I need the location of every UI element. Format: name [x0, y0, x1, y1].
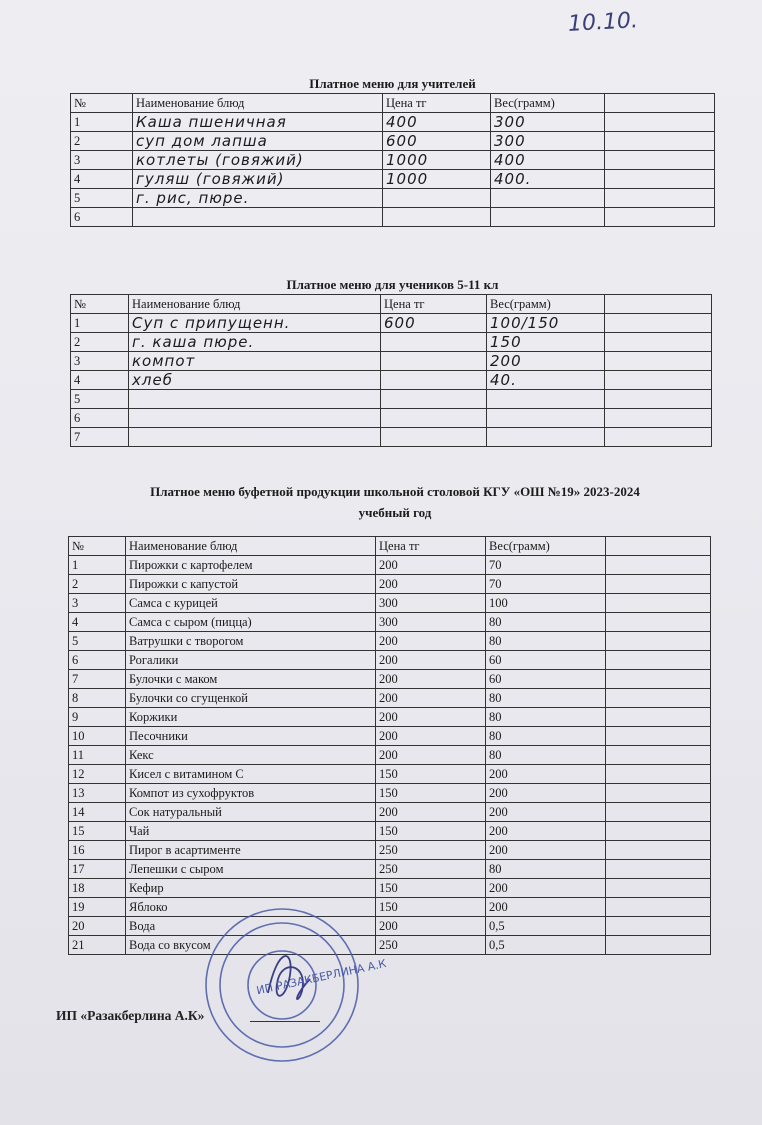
row-number-cell: 17	[69, 860, 126, 879]
row-number-cell: 1	[71, 113, 133, 132]
row-number-cell: 21	[69, 936, 126, 955]
col-weight: Вес(грамм)	[486, 537, 606, 556]
row-number-cell: 19	[69, 898, 126, 917]
table-header-row	[69, 537, 711, 556]
col-dish: Наименование блюд	[126, 537, 376, 556]
col-extra	[605, 295, 712, 314]
price-cell: 200	[376, 575, 486, 594]
dish-name-cell: Песочники	[126, 727, 376, 746]
weight-cell	[487, 428, 605, 447]
students-menu-table	[70, 294, 712, 447]
weight-cell: 40.	[487, 371, 605, 390]
extra-cell	[606, 594, 711, 613]
table-row	[71, 390, 712, 409]
table-row	[69, 613, 711, 632]
price-cell	[381, 352, 487, 371]
table-row	[71, 371, 712, 390]
weight-cell	[487, 409, 605, 428]
company-stamp	[198, 905, 388, 1070]
table-row	[69, 689, 711, 708]
price-cell: 150	[376, 898, 486, 917]
dish-name-cell: Пирожки с капустой	[126, 575, 376, 594]
dish-name-cell	[133, 208, 383, 227]
dish-name-cell: г. рис, пюре.	[133, 189, 383, 208]
price-cell: 600	[381, 314, 487, 333]
students-menu-title: Платное меню для учеников 5-11 кл	[286, 277, 499, 292]
row-number-cell: 20	[69, 917, 126, 936]
extra-cell	[606, 651, 711, 670]
weight-cell	[487, 390, 605, 409]
col-extra	[605, 94, 715, 113]
extra-cell	[605, 428, 712, 447]
dish-name-cell: Булочки со сгущенкой	[126, 689, 376, 708]
extra-cell	[606, 879, 711, 898]
weight-cell: 80	[486, 746, 606, 765]
col-number: №	[71, 295, 129, 314]
table-row	[69, 708, 711, 727]
price-cell: 1000	[383, 151, 491, 170]
dish-name-cell	[129, 409, 381, 428]
table-row	[69, 784, 711, 803]
price-cell: 200	[376, 689, 486, 708]
row-number-cell: 15	[69, 822, 126, 841]
price-cell	[381, 409, 487, 428]
table-row	[69, 632, 711, 651]
row-number-cell: 9	[69, 708, 126, 727]
price-cell: 300	[376, 594, 486, 613]
extra-cell	[605, 113, 715, 132]
dish-name-cell: Яблоко	[126, 898, 376, 917]
weight-cell: 200	[486, 803, 606, 822]
price-cell: 600	[383, 132, 491, 151]
price-cell: 200	[376, 746, 486, 765]
dish-name-cell: Пирожки с картофелем	[126, 556, 376, 575]
row-number-cell: 4	[69, 613, 126, 632]
price-cell: 150	[376, 879, 486, 898]
extra-cell	[605, 132, 715, 151]
table-row	[71, 208, 715, 227]
table-row	[71, 189, 715, 208]
extra-cell	[606, 556, 711, 575]
col-extra	[606, 537, 711, 556]
col-dish: Наименование блюд	[129, 295, 381, 314]
row-number-cell: 5	[71, 390, 129, 409]
row-number-cell: 4	[71, 371, 129, 390]
price-cell: 250	[376, 841, 486, 860]
dish-name-cell: г. каша пюре.	[129, 333, 381, 352]
extra-cell	[606, 746, 711, 765]
weight-cell: 200	[486, 879, 606, 898]
col-dish: Наименование блюд	[133, 94, 383, 113]
extra-cell	[606, 575, 711, 594]
dish-name-cell	[129, 390, 381, 409]
dish-name-cell: Лепешки с сыром	[126, 860, 376, 879]
price-cell: 150	[376, 784, 486, 803]
buffet-menu-title-line2: учебный год	[358, 505, 432, 520]
weight-cell: 0,5	[486, 936, 606, 955]
table-row	[69, 594, 711, 613]
weight-cell	[491, 208, 605, 227]
table-header-row	[71, 295, 712, 314]
dish-name-cell: Суп с припущенн.	[129, 314, 381, 333]
dish-name-cell: котлеты (говяжий)	[133, 151, 383, 170]
table-row	[71, 113, 715, 132]
extra-cell	[605, 371, 712, 390]
table-row	[71, 333, 712, 352]
signature-label: ИП «Разакберлина А.К»	[56, 1008, 205, 1023]
extra-cell	[606, 936, 711, 955]
row-number-cell: 8	[69, 689, 126, 708]
dish-name-cell: Кисел с витамином С	[126, 765, 376, 784]
table-row	[71, 428, 712, 447]
table-row	[69, 727, 711, 746]
price-cell: 250	[376, 936, 486, 955]
table-row	[71, 151, 715, 170]
price-cell: 150	[376, 765, 486, 784]
teachers-menu-table	[70, 93, 715, 227]
handwritten-date: 10.10.	[567, 8, 639, 37]
row-number-cell: 4	[71, 170, 133, 189]
extra-cell	[605, 189, 715, 208]
weight-cell: 150	[487, 333, 605, 352]
stamp-text: ИП РАЗАКБЕРЛИНА А.К	[255, 957, 388, 998]
dish-name-cell: Самса с курицей	[126, 594, 376, 613]
table-row	[69, 765, 711, 784]
extra-cell	[606, 689, 711, 708]
row-number-cell: 6	[71, 409, 129, 428]
weight-cell: 200	[486, 841, 606, 860]
extra-cell	[606, 860, 711, 879]
weight-cell: 70	[486, 556, 606, 575]
extra-cell	[605, 170, 715, 189]
col-price: Цена тг	[376, 537, 486, 556]
price-cell: 150	[376, 822, 486, 841]
price-cell	[381, 428, 487, 447]
weight-cell: 400.	[491, 170, 605, 189]
extra-cell	[606, 898, 711, 917]
weight-cell: 200	[486, 898, 606, 917]
row-number-cell: 5	[71, 189, 133, 208]
dish-name-cell: Коржики	[126, 708, 376, 727]
col-number: №	[69, 537, 126, 556]
row-number-cell: 3	[71, 151, 133, 170]
table-row	[69, 860, 711, 879]
row-number-cell: 10	[69, 727, 126, 746]
weight-cell: 100	[486, 594, 606, 613]
table-row	[71, 314, 712, 333]
row-number-cell: 2	[71, 132, 133, 151]
weight-cell: 300	[491, 132, 605, 151]
row-number-cell: 1	[69, 556, 126, 575]
dish-name-cell: Кекс	[126, 746, 376, 765]
table-row	[71, 170, 715, 189]
extra-cell	[606, 803, 711, 822]
extra-cell	[606, 708, 711, 727]
table-row	[69, 936, 711, 955]
price-cell: 400	[383, 113, 491, 132]
extra-cell	[606, 632, 711, 651]
table-row	[69, 917, 711, 936]
weight-cell: 60	[486, 670, 606, 689]
extra-cell	[605, 314, 712, 333]
price-cell	[381, 371, 487, 390]
weight-cell: 400	[491, 151, 605, 170]
weight-cell: 0,5	[486, 917, 606, 936]
extra-cell	[605, 390, 712, 409]
dish-name-cell: Сок натуральный	[126, 803, 376, 822]
row-number-cell: 5	[69, 632, 126, 651]
extra-cell	[606, 613, 711, 632]
dish-name-cell: Пирог в асартименте	[126, 841, 376, 860]
row-number-cell: 2	[69, 575, 126, 594]
col-weight: Вес(грамм)	[487, 295, 605, 314]
price-cell	[383, 189, 491, 208]
row-number-cell: 3	[71, 352, 129, 371]
row-number-cell: 7	[69, 670, 126, 689]
price-cell	[381, 333, 487, 352]
table-row	[71, 352, 712, 371]
table-row	[69, 841, 711, 860]
dish-name-cell: суп дом лапша	[133, 132, 383, 151]
extra-cell	[606, 765, 711, 784]
teachers-menu-title: Платное меню для учителей	[309, 76, 476, 91]
price-cell: 200	[376, 727, 486, 746]
dish-name-cell: Самса с сыром (пицца)	[126, 613, 376, 632]
table-row	[69, 803, 711, 822]
dish-name-cell: хлеб	[129, 371, 381, 390]
weight-cell: 200	[486, 822, 606, 841]
price-cell: 200	[376, 651, 486, 670]
dish-name-cell: Ватрушки с творогом	[126, 632, 376, 651]
dish-name-cell	[129, 428, 381, 447]
dish-name-cell: компот	[129, 352, 381, 371]
dish-name-cell: гуляш (говяжий)	[133, 170, 383, 189]
row-number-cell: 16	[69, 841, 126, 860]
weight-cell: 80	[486, 727, 606, 746]
table-row	[69, 879, 711, 898]
dish-name-cell: Чай	[126, 822, 376, 841]
weight-cell: 80	[486, 632, 606, 651]
col-price: Цена тг	[381, 295, 487, 314]
dish-name-cell: Вода	[126, 917, 376, 936]
row-number-cell: 13	[69, 784, 126, 803]
weight-cell: 80	[486, 613, 606, 632]
price-cell: 250	[376, 860, 486, 879]
dish-name-cell: Булочки с маком	[126, 670, 376, 689]
dish-name-cell: Компот из сухофруктов	[126, 784, 376, 803]
weight-cell: 200	[486, 765, 606, 784]
price-cell: 200	[376, 670, 486, 689]
dish-name-cell: Каша пшеничная	[133, 113, 383, 132]
price-cell	[383, 208, 491, 227]
row-number-cell: 7	[71, 428, 129, 447]
row-number-cell: 1	[71, 314, 129, 333]
table-row	[71, 132, 715, 151]
table-row	[71, 409, 712, 428]
extra-cell	[606, 822, 711, 841]
price-cell: 1000	[383, 170, 491, 189]
price-cell: 300	[376, 613, 486, 632]
extra-cell	[605, 151, 715, 170]
table-row	[69, 556, 711, 575]
buffet-menu-table	[68, 536, 711, 955]
row-number-cell: 6	[69, 651, 126, 670]
dish-name-cell: Вода со вкусом	[126, 936, 376, 955]
row-number-cell: 12	[69, 765, 126, 784]
table-row	[69, 822, 711, 841]
price-cell: 200	[376, 708, 486, 727]
extra-cell	[605, 409, 712, 428]
weight-cell: 80	[486, 708, 606, 727]
table-row	[69, 575, 711, 594]
price-cell: 200	[376, 917, 486, 936]
weight-cell: 100/150	[487, 314, 605, 333]
extra-cell	[606, 727, 711, 746]
weight-cell: 200	[487, 352, 605, 371]
extra-cell	[606, 670, 711, 689]
weight-cell: 200	[486, 784, 606, 803]
table-row	[69, 898, 711, 917]
extra-cell	[606, 784, 711, 803]
row-number-cell: 3	[69, 594, 126, 613]
dish-name-cell: Кефир	[126, 879, 376, 898]
weight-cell: 80	[486, 860, 606, 879]
weight-cell: 300	[491, 113, 605, 132]
table-header-row	[71, 94, 715, 113]
weight-cell: 60	[486, 651, 606, 670]
row-number-cell: 2	[71, 333, 129, 352]
col-number: №	[71, 94, 133, 113]
col-weight: Вес(грамм)	[491, 94, 605, 113]
price-cell: 200	[376, 632, 486, 651]
extra-cell	[605, 352, 712, 371]
weight-cell: 70	[486, 575, 606, 594]
table-row	[69, 670, 711, 689]
extra-cell	[606, 841, 711, 860]
row-number-cell: 18	[69, 879, 126, 898]
dish-name-cell: Рогалики	[126, 651, 376, 670]
price-cell: 200	[376, 803, 486, 822]
table-row	[69, 651, 711, 670]
row-number-cell: 11	[69, 746, 126, 765]
buffet-menu-title: Платное меню буфетной продукции школьной столовой КГУ «ОШ №19» 2023-2024	[150, 484, 640, 499]
col-price: Цена тг	[383, 94, 491, 113]
weight-cell: 80	[486, 689, 606, 708]
extra-cell	[606, 917, 711, 936]
row-number-cell: 6	[71, 208, 133, 227]
extra-cell	[605, 208, 715, 227]
extra-cell	[605, 333, 712, 352]
table-row	[69, 746, 711, 765]
price-cell: 200	[376, 556, 486, 575]
row-number-cell: 14	[69, 803, 126, 822]
price-cell	[381, 390, 487, 409]
weight-cell	[491, 189, 605, 208]
